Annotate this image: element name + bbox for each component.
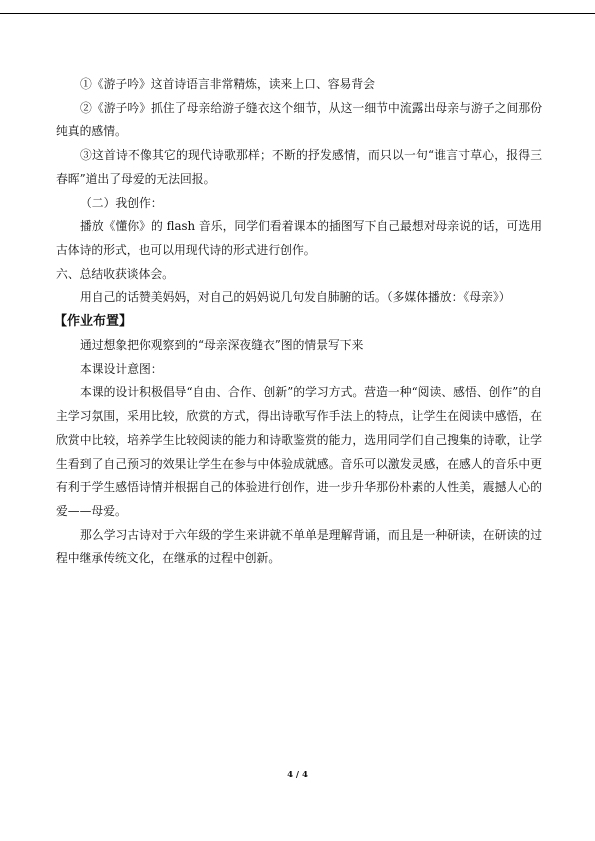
homework-heading: 【作业布置】	[54, 314, 133, 330]
paragraph-create: 播放《懂你》的 flash 音乐，同学们看着课本的插图写下自己最想对母亲说的话，可选用古体诗的形式，也可以用现代诗的形式进行创作。	[56, 219, 542, 257]
paragraph-point-2: ②《游子吟》抓住了母亲给游子缝衣这个细节，从这一细节中流露出母亲与游子之间那份纯真的感情。	[56, 100, 542, 139]
design-intent-label: 本课设计意图：	[80, 361, 163, 376]
paragraph-design-intent: 本课的设计积极倡导“自由、合作、创新”的学习方式。营造一种“阅读、感悟、创作”的自主学习氛围，采用比较，欣赏的方式，得出诗歌写作手法上的特点，让学生在阅读中感悟，在欣赏中比较，培养学生比较阅读的能力和诗歌鉴赏的能力，选用同学们自己搜集的诗歌，让学生看到了自己预习的效果让学生在参与中体验成就感。音乐可以激发灵感，在感人的音乐中更有利于学生感悟诗情并根据自己的体验进行创作，进一步升华那份朴素的人性美，震撼人心的爱——母爱。	[56, 385, 542, 518]
section-summary: 六、总结收获谈体会。	[56, 266, 174, 281]
body-text	[56, 73, 542, 571]
subheading-create: （二）我创作：	[80, 195, 163, 210]
paragraph-conclusion: 那么学习古诗对于六年级的学生来讲就不单单是理解背诵，而且是一种研读，在研读的过程中继承传统文化，在继承的过程中创新。	[56, 527, 542, 566]
paragraph-point-1: ①《游子吟》这首诗语言非常精炼，读来上口、容易背会	[80, 77, 375, 91]
page-number: 4 / 4	[287, 770, 308, 780]
paragraph-point-3: ③这首诗不像其它的现代诗歌那样；不断的抒发感情，而只以一句“谁言寸草心，报得三春晖”道出了母爱的无法回报。	[56, 148, 542, 186]
paragraph-homework: 通过想象把你观察到的“母亲深夜缝衣”图的情景写下来	[80, 338, 364, 353]
header-rule	[0, 13, 595, 14]
paragraph-praise: 用自己的话赞美妈妈，对自己的妈妈说几句发自肺腑的话。（多媒体播放：《母亲》）	[80, 290, 511, 305]
